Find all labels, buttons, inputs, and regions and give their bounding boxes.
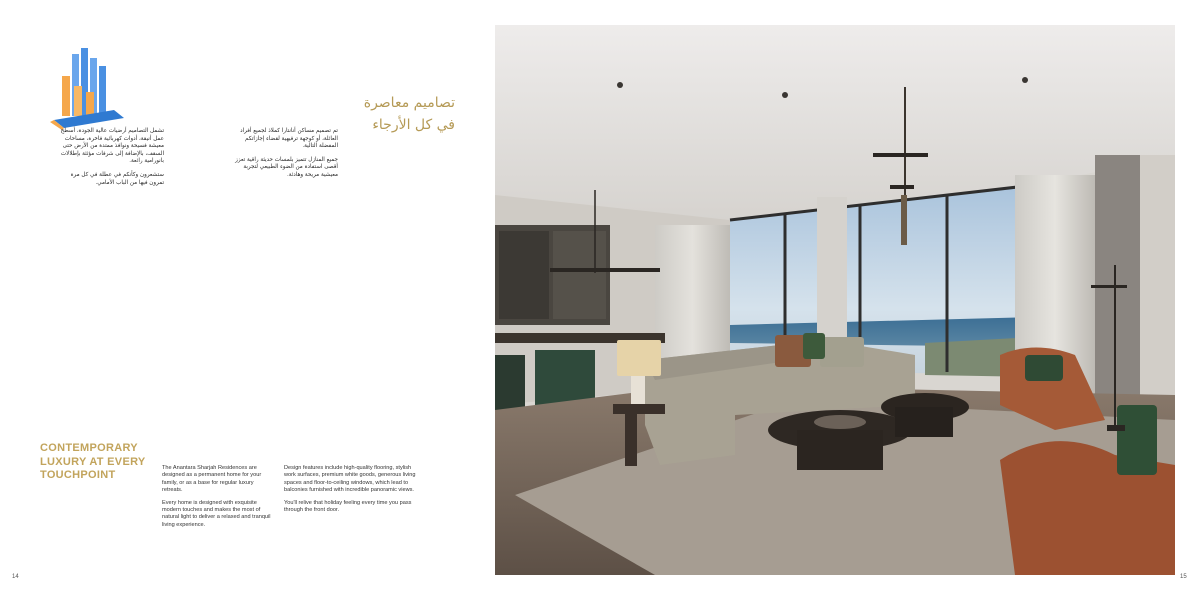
page-number-right: 15	[1180, 574, 1187, 580]
page-number-left: 14	[12, 574, 19, 580]
arabic-paragraph: جميع المنازل تتميز بلمسات حديثة راقية تعزز أقصى استفادة من الضوء الطبيعي لتجربة معيشية مريحة وهادئة.	[235, 156, 338, 178]
arabic-paragraph: تشمل التصاميم أرضيات عالية الجودة، أسطح عمل أنيقة، أدوات كهربائية فاخرة، مساحات معيشة فسيحة ونوافذ ممتدة من الأرض حتى السقف، بالإضافة إلى شرفات مؤثثة بإطلالات بانورامية رائعة.	[60, 128, 164, 165]
english-heading-line: CONTEMPORARY	[40, 442, 138, 454]
english-paragraph: Every home is designed with exquisite modern touches and makes the most of natural light to deliver a relaxed and tranquil living experience.	[162, 499, 271, 528]
english-column-2	[284, 465, 416, 519]
brand-logo	[50, 46, 126, 130]
arabic-heading	[364, 92, 455, 136]
english-heading-line: TOUCHPOINT	[40, 469, 116, 481]
arabic-paragraph: تم تصميم مساكن أنانتارا كملاذ لجميع أفراد العائلة، أو كوجهة ترفيهية لقضاء إجازاتكم المفضلة التالية.	[240, 128, 338, 150]
english-column-1	[162, 465, 272, 534]
arabic-column-left	[56, 128, 164, 193]
english-heading-line: LUXURY AT EVERY	[40, 455, 146, 468]
english-paragraph: Design features include high-quality flooring, stylish work surfaces, premium white goods, generous living spaces and floor-to-ceiling windows, which lead to balconies furnished with incredible panoramic views.	[284, 465, 416, 494]
english-paragraph: You'll relive that holiday feeling every time you pass through the front door.	[284, 499, 412, 514]
english-heading	[40, 442, 160, 483]
english-paragraph: The Anantara Sharjah Residences are designed as a permanent home for your family, or as a base for regular luxury retreats.	[162, 465, 262, 494]
living-room-photo	[495, 25, 1175, 575]
arabic-heading-line2: في كل الأرجاء	[372, 117, 455, 133]
arabic-paragraph: ستشعرون وكأنكم في عطلة في كل مرة تمرون فيها من الباب الأمامي.	[70, 171, 164, 186]
arabic-column-right	[230, 128, 338, 186]
arabic-heading-line1: تصاميم معاصرة	[363, 95, 455, 111]
